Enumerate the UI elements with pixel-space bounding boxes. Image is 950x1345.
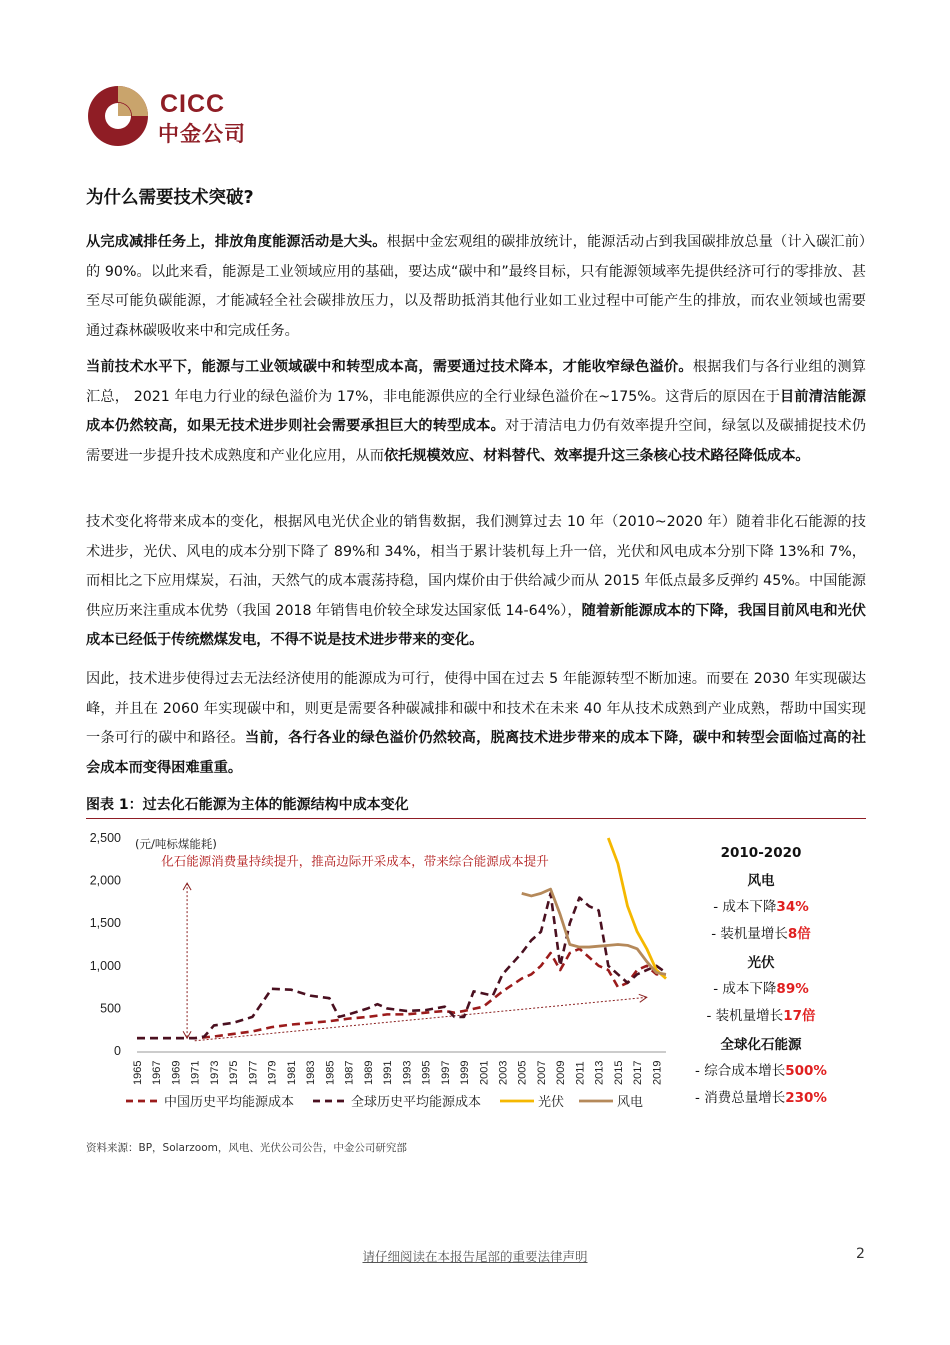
side-item-label: - 成本下降 <box>713 981 777 997</box>
paragraph-2 <box>86 353 866 471</box>
side-item-value: 34% <box>776 899 809 915</box>
x-tick-label: 1977 <box>247 1060 260 1085</box>
trend-arrow <box>195 997 647 1040</box>
x-tick-label: 1971 <box>189 1060 202 1085</box>
y-tick-label: 1,500 <box>89 916 121 931</box>
paragraph-4 <box>86 665 866 783</box>
bold-text-segment: 当前技术水平下，能源与工业领域碳中和转型成本高，需要通过技术降本，才能收窄绿色溢价。 <box>86 359 693 375</box>
footer-disclaimer[interactable] <box>0 1247 950 1265</box>
source-note: 资料来源：BP，Solarzoom，风电、光伏公司公告，中金公司研究部 <box>86 1142 407 1154</box>
side-item <box>686 1085 836 1112</box>
x-tick-label: 1985 <box>324 1060 337 1085</box>
y-tick-label: 2,000 <box>89 873 121 888</box>
x-tick-label: 2001 <box>478 1060 491 1085</box>
series-line <box>522 889 666 974</box>
x-tick-label: 1973 <box>208 1060 221 1085</box>
x-tick-label: 2003 <box>497 1060 510 1085</box>
y-axis-label: (元/吨标煤能耗) <box>135 837 217 851</box>
side-item <box>686 1003 836 1030</box>
series-line <box>608 838 666 979</box>
cicc-logo <box>86 84 256 154</box>
x-tick-label: 2015 <box>612 1060 625 1085</box>
x-tick-label: 2009 <box>555 1060 568 1085</box>
x-tick-label: 1989 <box>362 1060 375 1085</box>
side-item-value: 89% <box>776 981 809 997</box>
x-tick-label: 1991 <box>382 1060 395 1085</box>
side-item <box>686 894 836 921</box>
cost-line-chart <box>86 826 686 1126</box>
side-item-label: - 装机量增长 <box>706 1008 784 1024</box>
side-item-label: - 综合成本增长 <box>695 1063 786 1079</box>
text-segment: 根据我们与各行业组的测算汇总， 2021 年电力行业的绿色溢价为 17%，非电能源供应的全行业绿色溢价在~175%。这背后的原因在于 <box>86 359 866 405</box>
legend-label: 全球历史平均能源成本 <box>351 1095 482 1110</box>
x-tick-label: 2005 <box>516 1060 529 1085</box>
side-item-value: 8倍 <box>787 926 811 942</box>
legend-label: 光伏 <box>538 1095 565 1110</box>
section-heading: 为什么需要技术突破? <box>86 188 254 208</box>
x-tick-label: 2011 <box>574 1061 587 1085</box>
text-segment: 对于清洁电力仍有效率提升空间，绿氢以及碳捕捉技术仍需要进一步提升技术成熟度和产业化应用，从而 <box>86 418 866 464</box>
bold-text-segment: 从完成减排任务上，排放角度能源活动是大头。 <box>86 234 387 250</box>
x-tick-label: 2017 <box>632 1060 645 1085</box>
x-tick-label: 1981 <box>285 1060 298 1085</box>
x-tick-label: 1965 <box>132 1060 144 1085</box>
cicc-logo-mark <box>86 84 150 148</box>
trend-arrowhead <box>639 994 647 1002</box>
footer-disclaimer-link[interactable]: 请仔细阅读在本报告尾部的重要法律声明 <box>362 1249 588 1264</box>
side-item-label: - 装机量增长 <box>711 926 788 942</box>
y-tick-label: 1,000 <box>89 958 121 973</box>
side-item-label: - 成本下降 <box>713 899 777 915</box>
x-tick-label: 1987 <box>343 1060 356 1085</box>
series-line <box>137 893 666 1038</box>
side-group-title: 光伏 <box>747 955 775 971</box>
side-item <box>686 976 836 1003</box>
side-group-title: 全球化石能源 <box>720 1037 802 1053</box>
figure-title-rule <box>86 818 866 819</box>
y-tick-label: 500 <box>100 1001 121 1016</box>
chart-side-panel <box>686 838 836 1112</box>
y-tick-label: 2,500 <box>89 831 121 845</box>
side-item-label: - 消费总量增长 <box>695 1090 786 1106</box>
page-number: 2 <box>856 1246 865 1262</box>
side-item-value: 230% <box>785 1090 827 1106</box>
bold-text-segment: 当前，各行各业的绿色溢价仍然较高，脱离技术进步带来的成本下降，碳中和转型会面临过高的社会成本而变得困难重重。 <box>86 730 866 776</box>
y-tick-label: 0 <box>114 1044 121 1058</box>
x-tick-label: 1993 <box>401 1060 414 1085</box>
x-tick-label: 2013 <box>593 1060 606 1085</box>
legend-label: 中国历史平均能源成本 <box>164 1095 295 1110</box>
x-tick-label: 2007 <box>535 1060 548 1085</box>
paragraph-1 <box>86 228 866 346</box>
side-item-value: 500% <box>785 1063 827 1079</box>
logo-text-cn: 中金公司 <box>158 122 246 146</box>
logo-text-en: CICC <box>160 90 226 118</box>
bold-text-segment: 依托规模效应、材料替代、效率提升这三条核心技术路径降低成本。 <box>383 447 810 464</box>
x-tick-label: 2019 <box>651 1060 664 1085</box>
figure-title: 图表 1：过去化石能源为主体的能源结构中成本变化 <box>86 797 409 813</box>
x-tick-label: 1995 <box>420 1060 433 1085</box>
x-tick-label: 1979 <box>266 1060 279 1085</box>
x-tick-label: 1997 <box>439 1060 452 1085</box>
bold-text-segment: 目前清洁能源成本仍然较高，如果无技术进步则社会需要承担巨大的转型成本。 <box>86 388 866 434</box>
bold-text-segment: 随着新能源成本的下降，我国目前风电和光伏成本已经低于传统燃煤发电，不得不说是技术进步带来的变化。 <box>86 602 866 648</box>
text-segment: 技术变化将带来成本的变化，根据风电光伏企业的销售数据，我们测算过去 10 年（2010~2020 年）随着非化石能源的技术进步，光伏、风电的成本分别下降了 89%和 34%，相当于累计装机每上升一倍，光伏和风电成本分别下降 13%和 7%，而相比之下应用煤炭，石油，天然气的成本震荡持稳，国内煤价由于供给减少而从 2015 年低点最多反弹约 45%。中国能源供应历来注重成本优势（我国 2018 年销售电价较全球发达国家低 14-64%）， <box>86 514 866 619</box>
text-segment: 因此，技术进步使得过去无法经济使用的能源成为可行，使得中国在过去 5 年能源转型不断加速。而要在 2030 年实现碳达峰，并且在 2060 年实现碳中和，则更是需要各种碳减排和碳中和技术在未来 40 年从技术成熟到产业成熟，帮助中国实现一条可行的碳中和路径。 <box>86 671 866 746</box>
x-tick-label: 1967 <box>151 1060 164 1085</box>
x-tick-label: 1975 <box>228 1060 241 1085</box>
paragraph-3 <box>86 508 866 656</box>
text-segment: 根据中金宏观组的碳排放统计，能源活动占到我国碳排放总量（计入碳汇前）的 90%。以此来看，能源是工业领域应用的基础，要达成“碳中和”最终目标，只有能源领域率先提供经济可行的零排放、甚至尽可能负碳能源，才能减轻全社会碳排放压力，以及帮助抵消其他行业如工业过程中可能产生的排放，而农业领域也需要通过森林碳吸收来中和完成任务。 <box>86 234 866 339</box>
side-item <box>686 1058 836 1085</box>
side-item <box>686 921 836 948</box>
chart-annotation: 化石能源消费量持续提升，推高边际开采成本，带来综合能源成本提升 <box>161 853 549 869</box>
legend-label: 风电 <box>617 1095 644 1110</box>
side-item-value: 17倍 <box>783 1008 816 1024</box>
side-group-title: 风电 <box>747 873 775 889</box>
x-tick-label: 1999 <box>459 1060 472 1085</box>
side-period: 2010-2020 <box>720 845 802 861</box>
x-tick-label: 1969 <box>170 1060 183 1085</box>
x-tick-label: 1983 <box>305 1060 318 1085</box>
